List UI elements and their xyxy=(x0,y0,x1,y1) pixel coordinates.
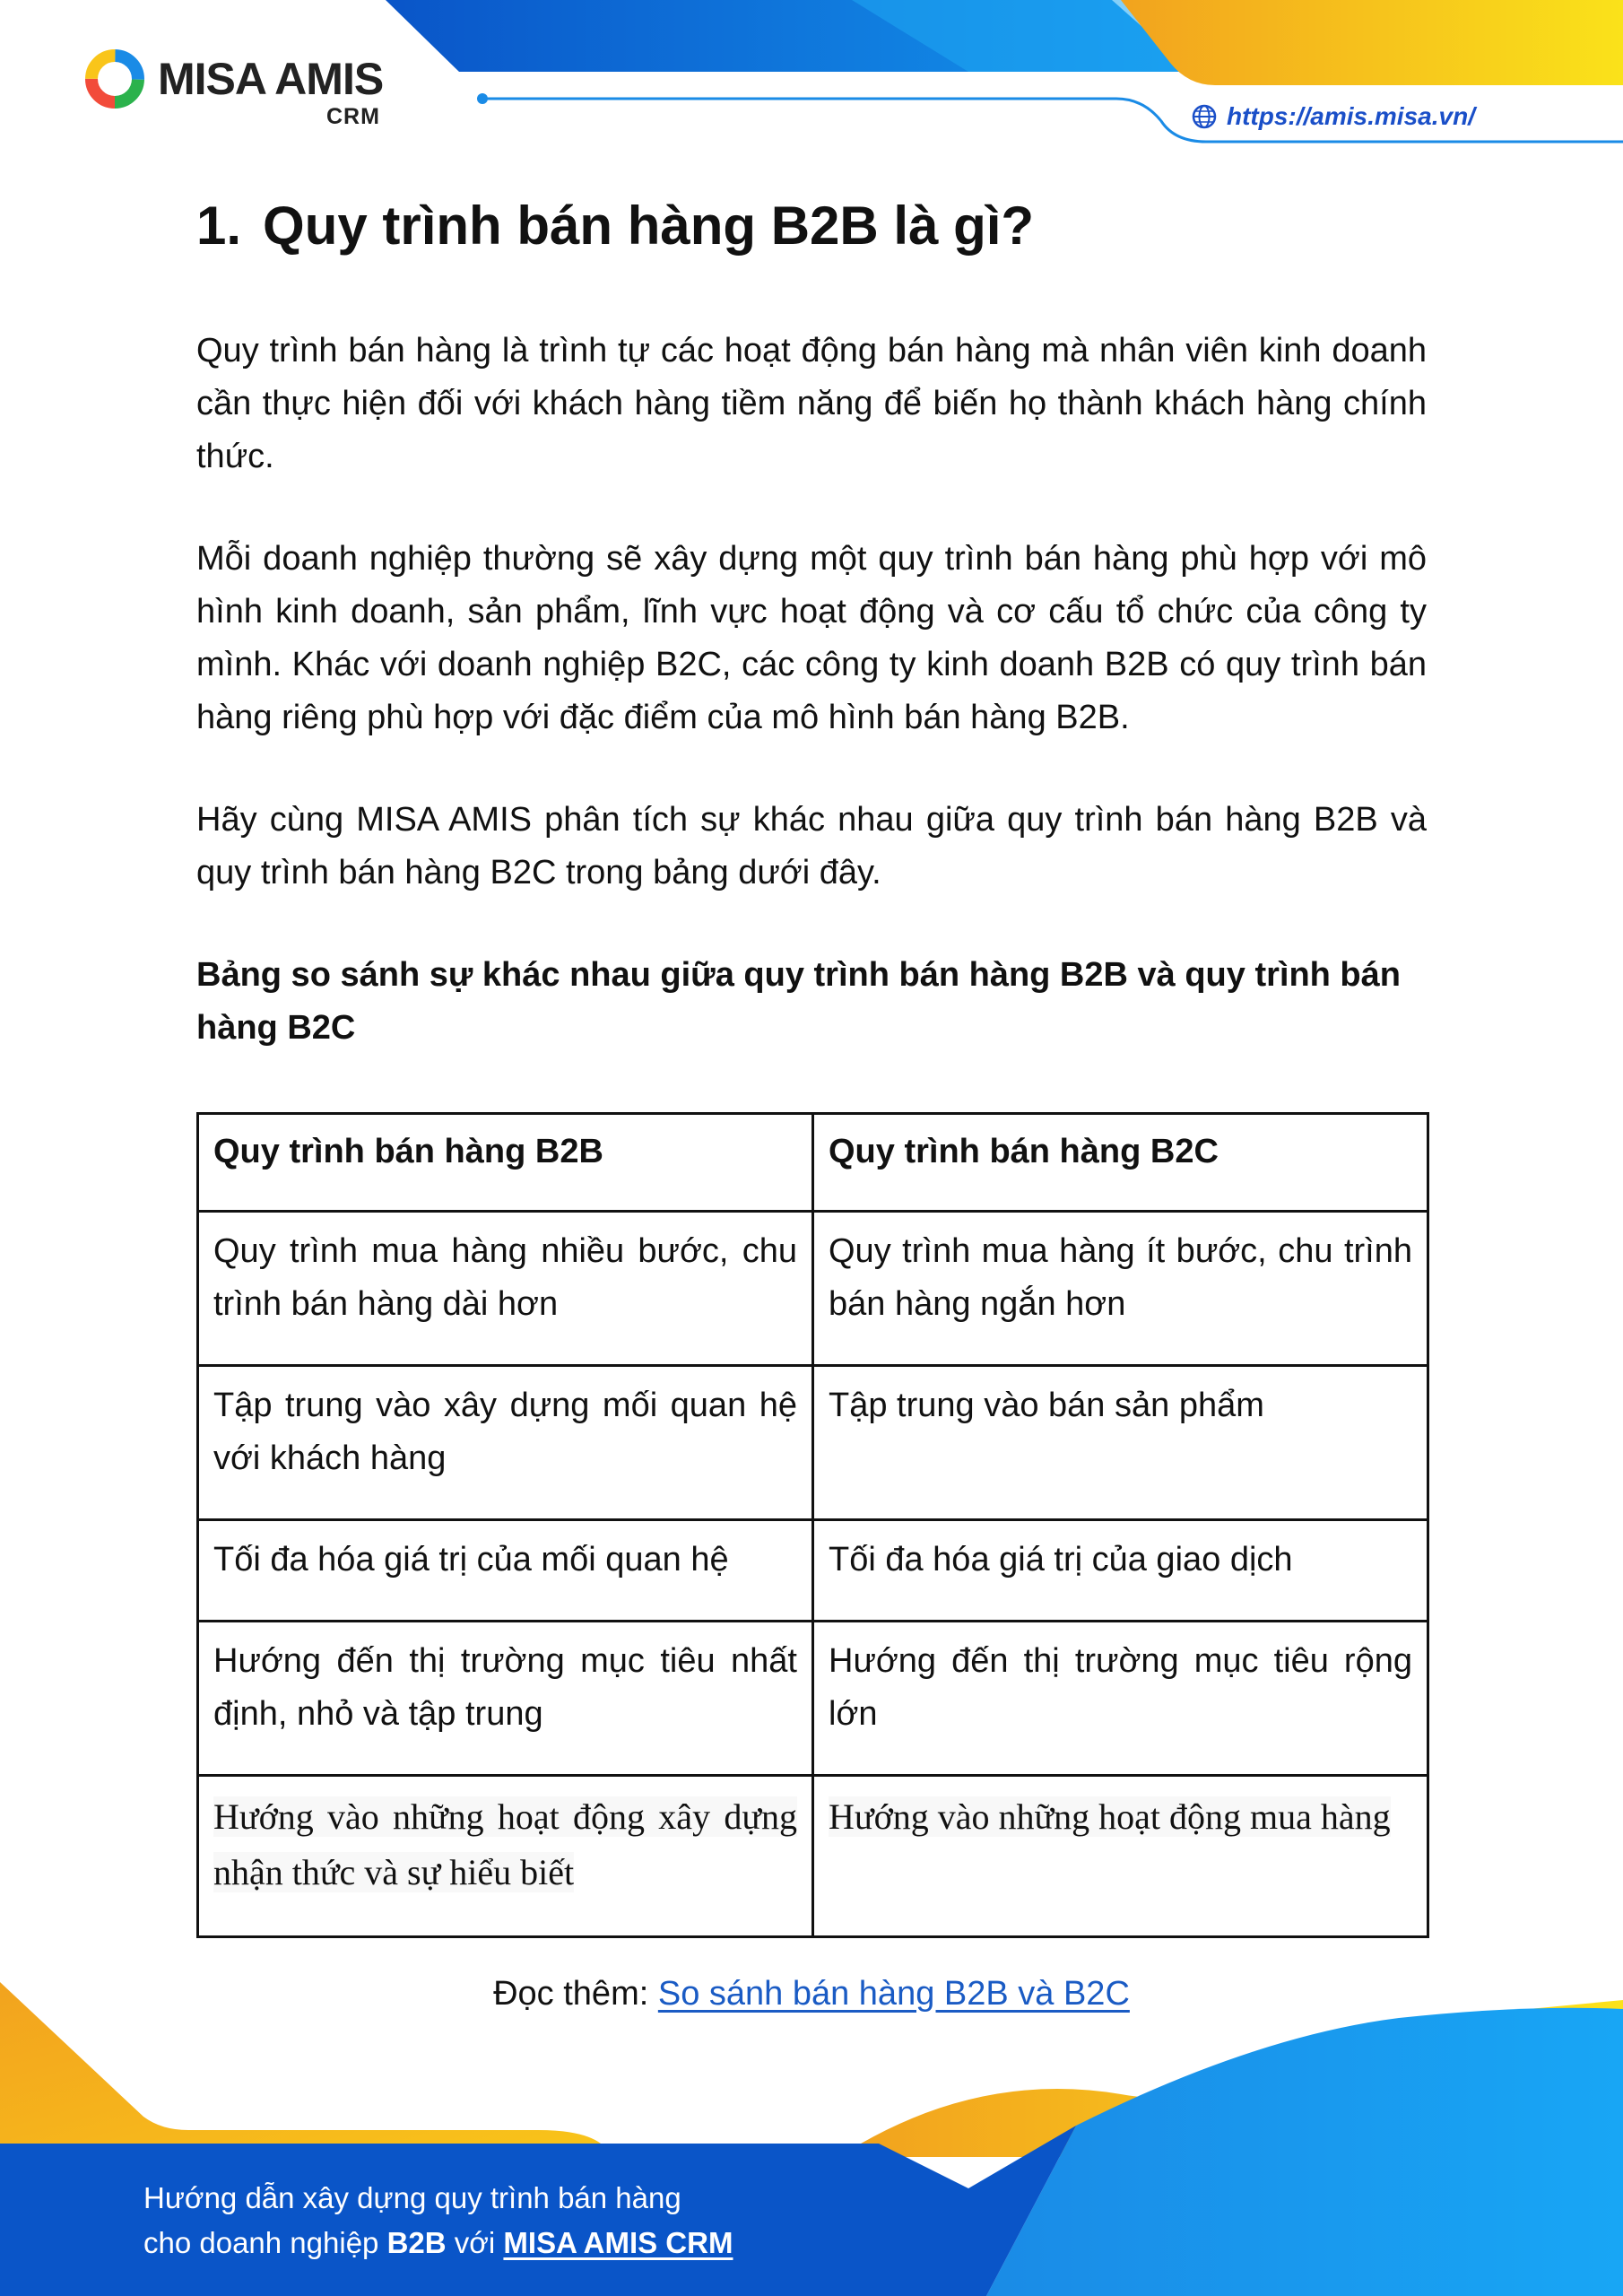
table-heading: Bảng so sánh sự khác nhau giữa quy trình bán hàng B2B và quy trình bán hàng B2C xyxy=(196,956,1401,1047)
table-header-row xyxy=(198,1114,1428,1212)
cell-b2c: Hướng đến thị trường mục tiêu rộng lớn xyxy=(813,1622,1428,1776)
logo-subtext: CRM xyxy=(326,104,380,129)
header-b2c: Quy trình bán hàng B2C xyxy=(813,1114,1428,1212)
website-link[interactable] xyxy=(1191,99,1475,135)
cell-b2c: Quy trình mua hàng ít bước, chu trình bán hàng ngắn hơn xyxy=(813,1212,1428,1366)
cell-b2b: Quy trình mua hàng nhiều bước, chu trình bán hàng dài hơn xyxy=(198,1212,813,1366)
read-more-prefix: Đọc thêm: xyxy=(493,1975,658,2013)
cell-b2b xyxy=(198,1776,813,1937)
logo-ring-icon xyxy=(82,47,147,111)
cell-b2c: Tối đa hóa giá trị của giao dịch xyxy=(813,1520,1428,1622)
website-url: https://amis.misa.vn/ xyxy=(1227,102,1475,130)
footer-line-2 xyxy=(143,2221,733,2266)
read-more-link[interactable]: So sánh bán hàng B2B và B2C xyxy=(657,1975,1130,2013)
footer-caption xyxy=(143,2176,733,2266)
section-title xyxy=(196,190,1427,262)
misa-amis-crm-logo[interactable] xyxy=(82,47,423,136)
cell-b2b: Tối đa hóa giá trị của mối quan hệ xyxy=(198,1520,813,1622)
table-row xyxy=(198,1622,1428,1776)
paragraph-business-model: Mỗi doanh nghiệp thường sẽ xây dựng một quy trình bán hàng phù hợp với mô hình kinh doanh, sản phẩm, lĩnh vực hoạt động và cơ cấu tổ chức của công ty mình. Khác với doanh nghiệp B2C, các công ty kinh doanh B2B có quy trình bán hàng riêng phù hợp với đặc điểm của mô hình bán hàng B2B. xyxy=(196,540,1427,736)
footer-line-1: Hướng dẫn xây dựng quy trình bán hàng xyxy=(143,2181,681,2214)
section-number: 1. xyxy=(196,196,242,256)
table-row xyxy=(198,1366,1428,1520)
cell-b2c-text: Hướng vào những hoạt động mua hàng xyxy=(829,1796,1391,1837)
paragraph-intro-table: Hãy cùng MISA AMIS phân tích sự khác nhau giữa quy trình bán hàng B2B và quy trình bán hàng B2C trong bảng dưới đây. xyxy=(196,801,1427,891)
globe-icon xyxy=(1191,103,1218,130)
footer-brand-link[interactable]: MISA AMIS CRM xyxy=(503,2226,733,2259)
logo-text: MISA AMIS xyxy=(158,54,384,104)
cell-b2b-text: Hướng vào những hoạt động xây dựng nhận thức và sự hiểu biết xyxy=(213,1796,797,1892)
cell-b2c: Tập trung vào bán sản phẩm xyxy=(813,1366,1428,1520)
cell-b2c xyxy=(813,1776,1428,1937)
comparison-table xyxy=(196,1112,1429,1938)
main-content xyxy=(196,190,1427,1938)
table-row xyxy=(198,1212,1428,1366)
table-row xyxy=(198,1520,1428,1622)
header-b2b: Quy trình bán hàng B2B xyxy=(198,1114,813,1212)
cell-b2b: Tập trung vào xây dựng mối quan hệ với khách hàng xyxy=(198,1366,813,1520)
footer-line-2-mid: với xyxy=(446,2226,504,2259)
footer-b2b: B2B xyxy=(386,2226,447,2259)
table-row xyxy=(198,1776,1428,1937)
paragraph-definition: Quy trình bán hàng là trình tự các hoạt động bán hàng mà nhân viên kinh doanh cần thực hiện đối với khách hàng tiềm năng để biến họ thành khách hàng chính thức. xyxy=(196,332,1427,475)
footer-line-2-prefix: cho doanh nghiệp xyxy=(143,2226,387,2259)
section-title-text: Quy trình bán hàng B2B là gì? xyxy=(263,196,1035,256)
cell-b2b: Hướng đến thị trường mục tiêu nhất định, nhỏ và tập trung xyxy=(198,1622,813,1776)
read-more xyxy=(0,1971,1623,2016)
